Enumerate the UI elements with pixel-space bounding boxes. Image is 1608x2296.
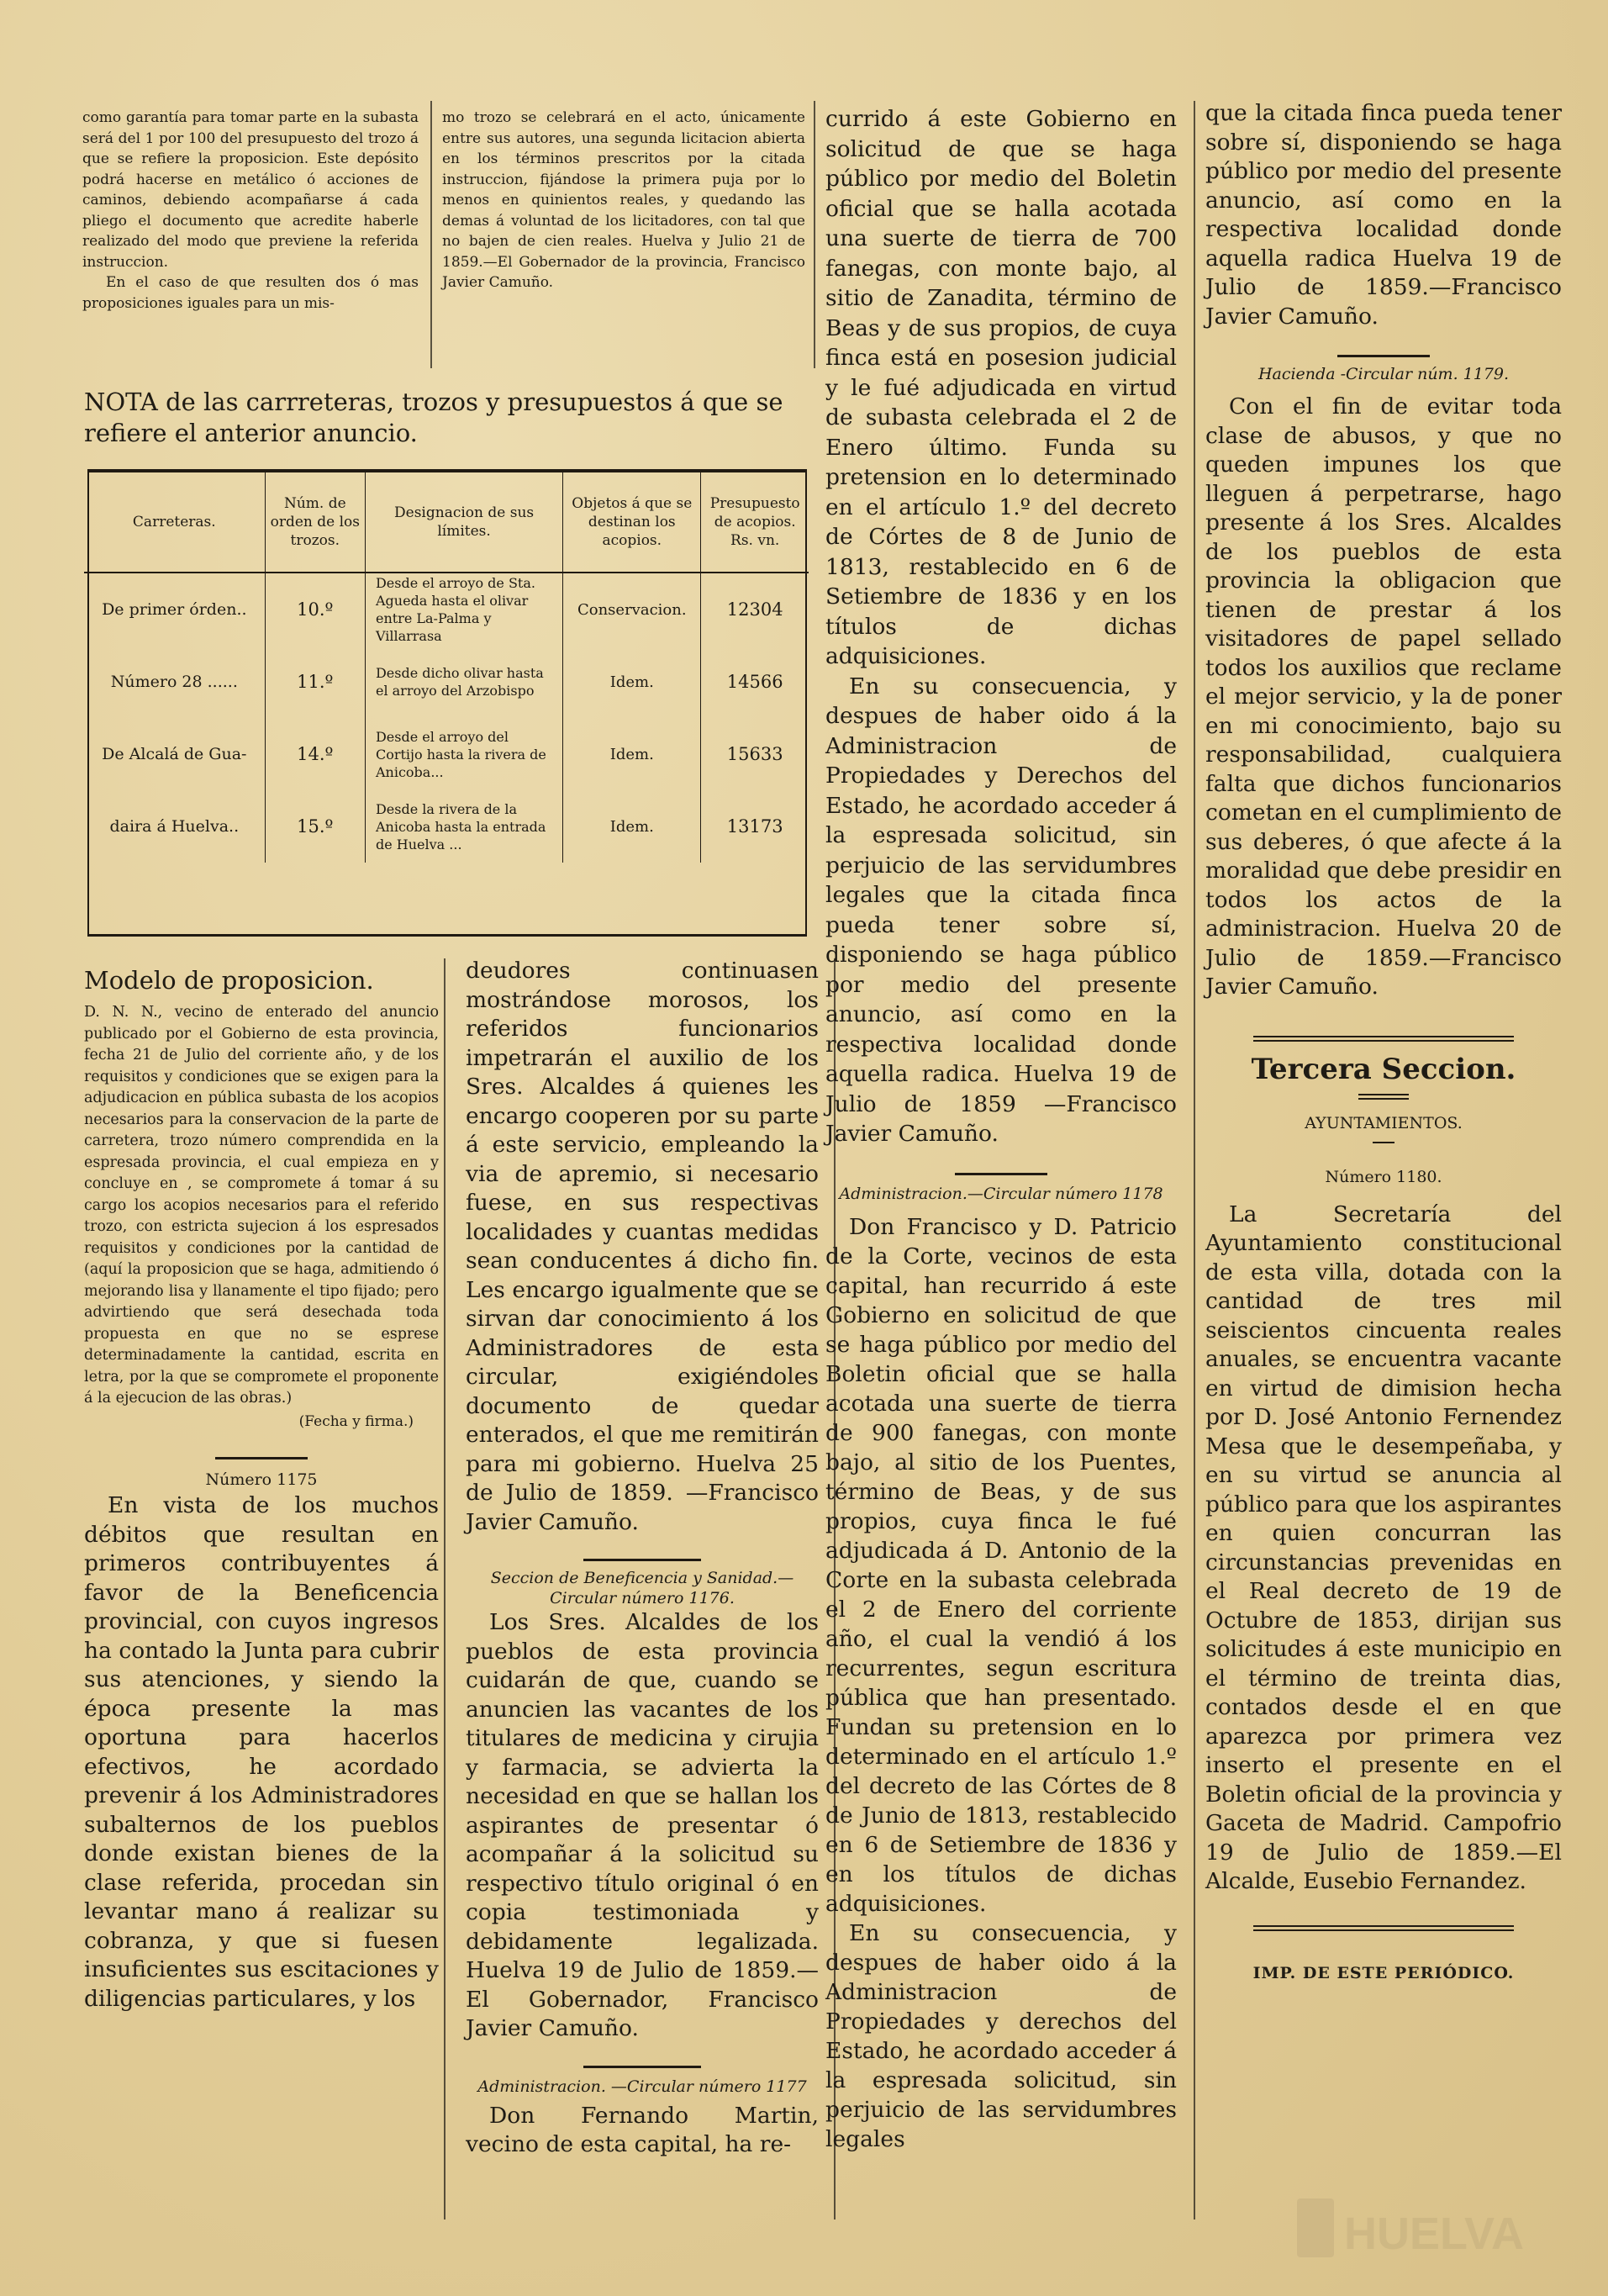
- section-heading: Hacienda -Circular núm. 1179.: [1257, 365, 1510, 383]
- text-paragraph: La Secretaría del Ayuntamiento constitucional de esta villa, dotada con la cantidad de tres mil seiscientos cincuenta reales anuales, se encuentra vacante en virtud de dimision hecha por D. José Antonio Fernendez Mesa que le desempeñaba, y en su virtud se anuncia al público para que los aspirantes en quien concurran las circunstancias prevenidas en el Real decreto de 19 de Octubre de 1853, dirijan sus solicitudes á este municipio en el término de treinta dias, contados desde el en que aparezca por primera vez inserto el presente en el Boletin oficial de la provincia y Gaceta de Madrid. Campofrio 19 de Julio de 1859.—El Alcalde, Eusebio Fernandez.: [1205, 1201, 1562, 1894]
- text-paragraph: Don Fernando Martin, vecino de esta capital, ha re-: [466, 2102, 819, 2157]
- table-cell: 14.º: [265, 718, 365, 790]
- column-b-top: [442, 108, 805, 293]
- text-paragraph: En vista de los muchos débitos que resultan en primeros contribuyentes á favor de la Beneficencia provincial, con cuyos ingresos ha contado la Junta para cubrir sus atenciones, y siendo la época presente la mas oportuna para hacerlos efectivos, he acordado prevenir á los Administradores subalternos de los pueblos donde existan bienes de la clase referida, procedan sin levantar mano á realizar su cobranza, y que si fuesen insuficientes sus escitaciones y diligencias particulares, y los: [84, 1492, 439, 2012]
- text-paragraph: Los Sres. Alcaldes de los pueblos de esta provincia cuidarán de que, cuando se anuncien las vacantes de los titulares de medicina y cirujia y farmacia, se advierta la necesidad en que se hallan los aspirantes de presentar ó acompañar á la solicitud su respectivo título original ó en copia testimoniada y debidamente legalizada. Huelva 19 de Julio de 1859.—El Gobernador, Francisco Javier Camuño.: [466, 1609, 819, 2041]
- text-paragraph: que la citada finca pueda tener sobre sí, disponiendo se haga público por medio del presente anuncio, así como en la respectiva localidad donde aquella radica Huelva 19 de Julio de 1859.—Francisco Javier Camuño.: [1205, 100, 1562, 330]
- number-heading: Número 1180.: [1325, 1167, 1442, 1186]
- text-paragraph: En su consecuencia, y despues de haber oido á la Administracion de Propiedades y Derechos del Estado, he acordado acceder á la espresada solicitud, sin perjuicio de las servidumbres legales que la citada finca pueda tener sobre sí, disponiendo se haga público por medio del presente anuncio, así como en la respectiva localidad donde aquella radica. Huelva 19 de Julio de 1859 —Francisco Javier Camuño.: [825, 673, 1177, 1147]
- table-cell: Idem.: [563, 790, 701, 863]
- fecha-firma: (Fecha y firma.): [298, 1412, 414, 1430]
- table-cell: 12304: [726, 599, 783, 620]
- table-cell: daira á Huelva..: [84, 790, 265, 863]
- separator-rule: [1373, 1142, 1394, 1143]
- column-rule: [814, 101, 815, 368]
- table-header: Núm. de orden de los trozos.: [265, 472, 365, 573]
- table-cell: De primer órden..: [84, 573, 265, 646]
- separator-rule: [583, 1559, 701, 1561]
- table-header: Presupuesto de acopios. Rs. vn.: [701, 472, 809, 573]
- text-paragraph: Con el fin de evitar toda clase de abusos, y que no queden impunes los que lleguen á perpetrarse, hago presente á los Sres. Alcaldes de los pueblos de esta provincia la obligacion que tienen de prestar á los visitadores de papel sellado todos los auxilios que reclame el mejor servicio, y la de poner en mi conocimiento, bajo su responsabilidad, cualquiera falta que dichos funcionarios cometan en el cumplimiento de sus deberes, ó que afecte á la moralidad que debe presidir en todos los actos de la administracion. Huelva 20 de Julio de 1859.—Francisco Javier Camuño.: [1205, 393, 1562, 1000]
- table-cell: 14566: [726, 672, 783, 692]
- table-cell: 15.º: [265, 790, 365, 863]
- huelva-watermark: [1297, 2195, 1558, 2262]
- table-cell: Conservacion.: [563, 573, 701, 646]
- watermark-text: HUELVA: [1344, 2209, 1524, 2259]
- text-paragraph: En su consecuencia, y despues de haber oido á la Administracion de Propiedades y derechos del Estado, he acordado acceder á la espresada solicitud, sin perjuicio de las servidumbres legales: [825, 1919, 1177, 2152]
- nota-heading: NOTA de las carrreteras, trozos y presupuestos á que se refiere el anterior anuncio.: [84, 388, 783, 447]
- table-row: [84, 573, 809, 646]
- table-row: [84, 790, 809, 863]
- table-cell: De Alcalá de Gua-: [84, 718, 265, 790]
- column-a: [82, 108, 419, 314]
- table-cell: Idem.: [563, 646, 701, 718]
- table-cell: 11.º: [265, 646, 365, 718]
- table-cell: 10.º: [265, 573, 365, 646]
- table-cell: Número 28 ......: [84, 646, 265, 718]
- column-rule: [1194, 101, 1195, 2219]
- table-cell: Desde el arroyo del Cortijo hasta la rivera de Anicoba...: [365, 718, 562, 790]
- number-heading: Número 1175: [205, 1470, 318, 1489]
- table-cell: 13173: [726, 816, 783, 837]
- table-cell: Desde dicho olivar hasta el arroyo del Arzobispo: [365, 646, 562, 718]
- ayuntamientos-heading: AYUNTAMIENTOS.: [1305, 1113, 1463, 1132]
- table-header: Objetos á que se destinan los acopios.: [563, 472, 701, 573]
- section-heading: Seccion de Beneficencia y Sanidad.— Circular número 1176.: [490, 1569, 794, 1607]
- separator-rule: [955, 1173, 1047, 1175]
- double-rule: [1253, 1036, 1514, 1042]
- double-rule: [1253, 1925, 1514, 1931]
- seccion-heading: Tercera Seccion.: [1251, 1052, 1516, 1086]
- text-paragraph: deudores continuasen mostrándose morosos, los referidos funcionarios impetrarán el auxilio de los Sres. Alcaldes á quienes les encargo cooperen por su parte á este servicio, empleando la via de apremio, si necesario fuese, en sus respectivas localidades y cuantas medidas sean conducentes á dicho fin. Les encargo igualmente que se sirvan dar conocimiento á los Administradores de esta circular, exigiéndoles documento de quedar enterados, el que me remitirán para mi gobierno. Huelva 25 de Julio de 1859. —Francisco Javier Camuño.: [466, 958, 819, 1535]
- section-heading: Administracion. —Circular número 1177: [477, 2077, 807, 2096]
- text-paragraph: como garantía para tomar parte en la subasta será del 1 por 100 del presupuesto del trozo á que se refiere la proposicion. Este depósito podrá hacerse en metálico ó acciones de caminos, debiendo acompañarse á cada pliego el documento que acredite haberle realizado del modo que previene la referida instruccion.: [82, 109, 419, 271]
- carreteras-table: [84, 472, 809, 863]
- imprenta-footer: IMP. DE ESTE PERIÓDICO.: [1252, 1963, 1515, 1982]
- column-c: [825, 104, 1177, 2154]
- table-header: Designacion de sus límites.: [365, 472, 562, 573]
- column-rule: [430, 101, 432, 368]
- column-rule: [444, 958, 445, 2219]
- separator-rule: [215, 1457, 308, 1459]
- column-d: [1205, 99, 1562, 1985]
- table-cell: 15633: [726, 744, 783, 764]
- table-cell: Desde la rivera de la Anicoba hasta la entrada de Huelva ...: [365, 790, 562, 863]
- column-b-lower: [466, 957, 819, 2160]
- double-rule: [1358, 1094, 1409, 1100]
- text-paragraph: currido á este Gobierno en solicitud de que se haga público por medio del Boletin oficial que se halla acotada una suerte de tierra de 700 fanegas, con monte bajo, al sitio de Zanadita, término de Beas y de sus propios, de cuya finca está en posesion judicial y le fué adjudicada en virtud de subasta celebrada el 2 de Enero último. Funda su pretension en lo determinado en el artículo 1.º del decreto de Córtes de 8 de Junio de 1813, restablecido en 6 de Setiembre de 1836 y en los títulos de dichas adquisiciones.: [825, 106, 1177, 669]
- modelo-text: D. N. N., vecino de enterado del anuncio publicado por el Gobierno de esta provincia, fecha 21 de Julio del corriente año, y de los requisitos y condiciones que se exigen para la adjudicacion en pública subasta de los acopios necesarios para la conservacion de la parte de carretera, trozo número comprendida en la espresada provincia, el cual empieza en y concluye en , se compromete á tomar á su cargo los acopios necesarios para el referido trozo, con estricta sujecion á los espresados requisitos y condiciones por la cantidad de (aquí la proposicion que se haga, admitiendo ó mejorando lisa y llanamente el tipo fijado; pero advirtiendo que será desechada toda propuesta en que no se esprese determinadamente la cantidad, escrita en letra, por la que se compromete el proponente á la ejecucion de las obras.): [84, 1004, 439, 1407]
- table-cell: Idem.: [563, 718, 701, 790]
- table-row: [84, 718, 809, 790]
- column-a-lower: [84, 963, 439, 2014]
- text-paragraph: mo trozo se celebrará en el acto, únicamente entre sus autores, una segunda licitacion abierta en los términos prescritos por la citada instruccion, fijándose la primera puja por lo menos en quinientos reales, y quedando las demas á voluntad de los licitadores, con tal que no bajen de cien reales. Huelva y Julio 21 de 1859.—El Gobernador de la provincia, Francisco Javier Camuño.: [442, 109, 805, 291]
- modelo-title: Modelo de proposicion.: [84, 966, 374, 995]
- table-cell: Desde el arroyo de Sta. Agueda hasta el olivar entre La-Palma y Villarrasa: [365, 573, 562, 646]
- table-row: [84, 646, 809, 718]
- text-paragraph: En el caso de que resulten dos ó mas proposiciones iguales para un mis-: [82, 274, 419, 312]
- separator-rule: [583, 2066, 701, 2068]
- separator-rule: [1337, 355, 1430, 357]
- text-paragraph: Don Francisco y D. Patricio de la Corte, vecinos de esta capital, han recurrido á este Gobierno en solicitud de que se haga público por medio del Boletin oficial que se halla acotada una suerte de tierra de 900 fanegas, con monte bajo, al sitio de los Puentes, término de Beas, y de sus propios, cuya finca le fué adjudicada á D. Antonio de la Corte en la subasta celebrada el 2 de Enero del corriente año, el cual la vendió á los recurrentes, segun escritura pública que han presentado. Fundan su pretension en lo determinado en el artículo 1.º del decreto de las Córtes de 8 de Junio de 1813, restablecido en 6 de Setiembre de 1836 y en los títulos de dichas adquisiciones.: [825, 1213, 1177, 1917]
- section-heading: Administracion.—Circular número 1178: [839, 1184, 1163, 1203]
- table-header: Carreteras.: [84, 472, 265, 573]
